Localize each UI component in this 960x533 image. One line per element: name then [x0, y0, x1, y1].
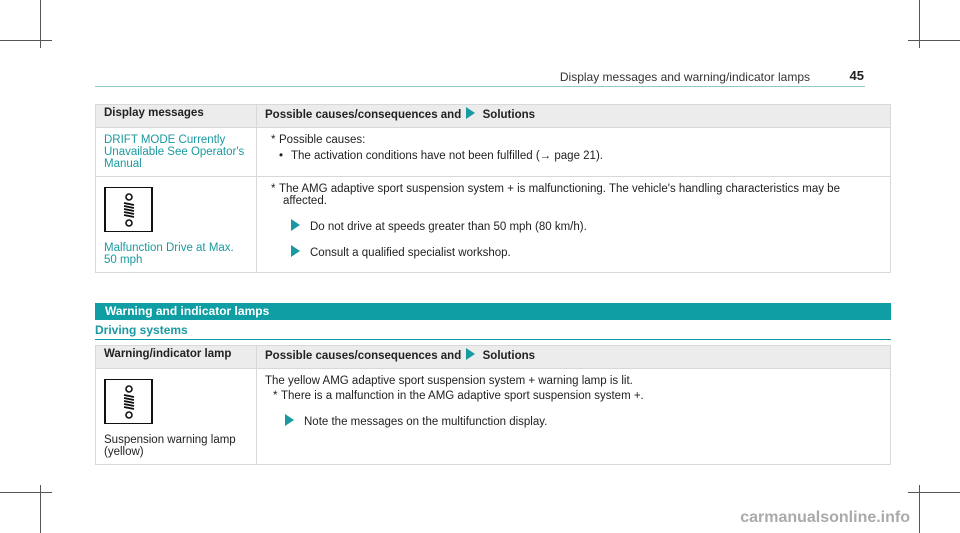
crop-mark — [0, 492, 52, 493]
table-header-row — [96, 105, 891, 128]
subheading: Driving systems — [95, 323, 188, 337]
column-header-causes — [257, 346, 891, 369]
running-header: Display messages and warning/indicator lamps — [559, 70, 810, 84]
table-row — [96, 177, 891, 273]
subheading-rule — [95, 339, 891, 340]
crop-mark — [0, 40, 52, 41]
action-item — [289, 245, 882, 259]
column-header-text: Possible causes/consequences and — [265, 109, 462, 121]
action-text: Note the messages on the multifunction display. — [304, 416, 548, 428]
suspension-icon — [104, 187, 153, 232]
cause-detail: There is a malfunction in the AMG adaptive sport suspension system +. — [281, 390, 644, 402]
causes-cell — [257, 177, 891, 273]
star-marker: * — [273, 390, 278, 402]
lamp-cell — [96, 369, 257, 465]
cause-bullet: • The activation conditions have not been fulfilled (→ page 21). — [271, 150, 882, 162]
cause-text-continued: affected. — [283, 195, 327, 207]
lamp-label: Suspension warning lamp (yellow) — [104, 434, 236, 458]
table-row — [96, 369, 891, 465]
message-cell — [96, 177, 257, 273]
column-header-suffix: Solutions — [482, 109, 536, 121]
cause-text: The yellow AMG adaptive sport suspension system + warning lamp is lit. — [265, 375, 633, 387]
column-header-messages: Display messages — [96, 105, 257, 128]
display-messages-table — [95, 104, 891, 273]
table-row — [96, 128, 891, 177]
column-header-causes — [257, 105, 891, 128]
message-cell — [96, 128, 257, 177]
suspension-icon — [104, 379, 153, 424]
action-text: Do not drive at speeds greater than 50 mph (80 km/h). — [310, 221, 587, 233]
crop-mark — [908, 492, 960, 493]
causes-cell — [257, 128, 891, 177]
page-number: 45 — [849, 68, 864, 83]
crop-mark — [908, 40, 960, 41]
header-rule — [95, 86, 865, 87]
section-banner: Warning and indicator lamps — [95, 303, 891, 320]
watermark: carmanualsonline.info — [740, 509, 910, 526]
column-header-suffix: Solutions — [482, 350, 536, 362]
causes-intro: Possible causes: — [279, 134, 366, 146]
arrow-right-icon — [466, 107, 475, 119]
star-marker: * — [271, 183, 276, 195]
arrow-right-icon — [291, 245, 300, 257]
action-item — [289, 219, 882, 233]
table-header-row — [96, 346, 891, 369]
display-message: Malfunction Drive at Max. 50 mph — [104, 242, 234, 266]
column-header-text: Possible causes/consequences and — [265, 350, 462, 362]
arrow-right-icon — [285, 414, 294, 426]
display-message: DRIFT MODE Currently Unavailable See Operator's Manual — [104, 134, 245, 170]
cause-text: The AMG adaptive sport suspension system + is malfunctioning. The vehicle's handling characteristics may be — [279, 183, 840, 195]
arrow-right-icon — [291, 219, 300, 231]
action-item — [283, 414, 882, 428]
arrow-right-icon — [466, 348, 475, 360]
causes-cell — [257, 369, 891, 465]
action-text: Consult a qualified specialist workshop. — [310, 247, 511, 259]
warning-lamps-table — [95, 345, 891, 465]
star-marker: * — [271, 134, 276, 146]
column-header-lamp: Warning/indicator lamp — [96, 346, 257, 369]
